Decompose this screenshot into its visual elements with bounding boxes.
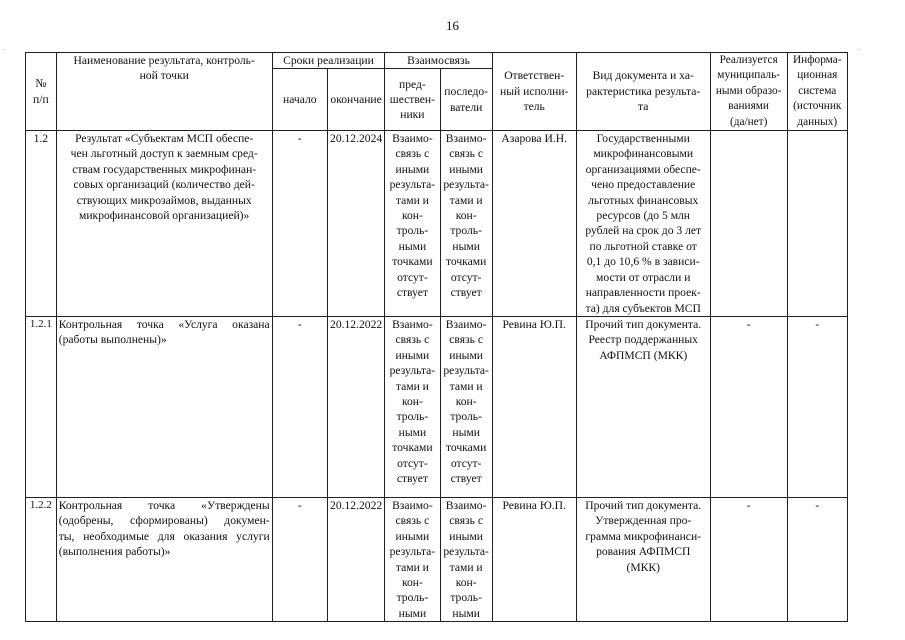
row-document-line: Реестр поддержанных bbox=[588, 333, 698, 347]
header-mun-line: ваниями bbox=[728, 100, 769, 113]
row-document-line: рования АФПМСП bbox=[596, 545, 691, 559]
header-info-line: ционная bbox=[797, 69, 838, 82]
row-name-line: ствам государственных микрофинан- bbox=[72, 162, 257, 176]
row-successors-line: кон- bbox=[455, 209, 477, 223]
row-predecessors-line: результа- bbox=[389, 364, 436, 378]
row-predecessors-line: троль- bbox=[396, 224, 429, 238]
header-resp-line: Ответствен- bbox=[504, 69, 565, 83]
header-resp-line: тель bbox=[523, 100, 545, 114]
row-predecessors-line: троль- bbox=[396, 410, 429, 424]
row-document-line: чено предоставление bbox=[591, 178, 696, 192]
row-num-cell: 1.2 bbox=[26, 131, 57, 317]
header-pred-line: ники bbox=[400, 108, 425, 122]
row-name-line: Контрольная точка «Утверждены bbox=[58, 498, 270, 512]
header-resp bbox=[492, 53, 576, 131]
row-name-cell bbox=[56, 131, 272, 317]
row-start-cell: - bbox=[272, 131, 327, 317]
row-document-line: Прочий тип документа. bbox=[585, 498, 702, 512]
header-pred-line: пред- bbox=[399, 77, 426, 91]
header-resp-line: ный исполни- bbox=[500, 84, 569, 98]
row-predecessors-line: тами и bbox=[395, 560, 429, 574]
header-doc-line: Вид документа и ха- bbox=[592, 69, 694, 83]
row-successors-line: троль- bbox=[450, 410, 482, 424]
row-predecessors-line: иными bbox=[395, 162, 430, 176]
row-end-cell: 20.12.2024 bbox=[327, 131, 384, 317]
row-successors-line: связь с bbox=[449, 514, 483, 528]
row-info-system-cell bbox=[787, 131, 847, 317]
header-doc bbox=[576, 53, 710, 131]
row-name-line: совых организаций (количество дей- bbox=[73, 178, 255, 192]
results-table bbox=[25, 52, 848, 622]
row-predecessors-line: ствует bbox=[396, 286, 428, 300]
row-predecessors-line: ствует bbox=[396, 471, 428, 485]
row-predecessors-line: кон- bbox=[401, 575, 423, 589]
row-successors-line: результа- bbox=[443, 545, 489, 559]
row-successors-line: тами и bbox=[449, 560, 483, 574]
row-predecessors-line: иными bbox=[395, 529, 430, 543]
row-responsible-cell: Ревина Ю.П. bbox=[492, 497, 576, 621]
row-successors-line: отсут- bbox=[450, 270, 482, 284]
header-num-line: № bbox=[35, 77, 47, 91]
header-info-line: (источник bbox=[793, 100, 842, 113]
row-successors-line: иными bbox=[449, 162, 484, 176]
row-predecessors-line: тами и bbox=[395, 193, 429, 207]
row-predecessors-line: связь с bbox=[395, 333, 430, 347]
header-name-line: ной точки bbox=[139, 69, 189, 83]
right-margin-mark: · bbox=[858, 46, 861, 54]
row-successors-line: ными bbox=[452, 239, 480, 253]
row-successors-line: тами и bbox=[449, 193, 483, 207]
row-predecessors-line: связь с bbox=[395, 147, 430, 161]
header-info bbox=[787, 53, 847, 131]
row-predecessors-line: результа- bbox=[389, 545, 436, 559]
row-predecessors-line: кон- bbox=[401, 209, 423, 223]
table-row bbox=[26, 316, 848, 497]
table-row bbox=[26, 131, 848, 317]
row-name-line: Контрольная точка «Услуга оказана bbox=[58, 317, 270, 331]
row-predecessors-line: точками bbox=[392, 441, 433, 455]
row-responsible-cell: Азарова И.Н. bbox=[492, 131, 576, 317]
row-document-line: направленности проек- bbox=[585, 286, 701, 300]
row-successors-line: связь с bbox=[449, 147, 483, 161]
row-successors-line: Взаимо- bbox=[445, 498, 487, 512]
row-predecessors-cell bbox=[385, 316, 440, 497]
header-row-1 bbox=[26, 53, 848, 69]
left-margin-mark: · bbox=[3, 46, 6, 54]
row-predecessors-line: ными bbox=[398, 606, 427, 620]
row-predecessors-line: иными bbox=[395, 348, 430, 362]
row-municipal-cell bbox=[710, 131, 787, 317]
row-start-cell: - bbox=[272, 497, 327, 621]
header-num bbox=[26, 53, 57, 131]
page-number: 16 bbox=[446, 18, 459, 33]
row-document-line: та) для субъектов МСП bbox=[585, 301, 701, 315]
row-predecessors-line: отсут- bbox=[397, 456, 428, 470]
header-succ bbox=[440, 69, 492, 131]
row-document-line: мости от отрасли и bbox=[596, 270, 691, 284]
row-info-system-cell: - bbox=[787, 497, 847, 621]
row-predecessors-line: результа- bbox=[389, 178, 436, 192]
header-info-line: Информа- bbox=[793, 54, 842, 66]
row-predecessors-line: ными bbox=[398, 425, 427, 439]
row-predecessors-cell bbox=[385, 497, 440, 621]
header-mun bbox=[710, 53, 787, 131]
header-pred-line: шествен- bbox=[389, 93, 435, 107]
row-successors-line: тами и bbox=[449, 379, 483, 393]
row-successors-line: точками bbox=[445, 441, 487, 455]
row-start-cell: - bbox=[272, 316, 327, 497]
row-name-line: Результат «Субъектам МСП обеспе- bbox=[75, 132, 254, 146]
row-municipal-cell: - bbox=[710, 316, 787, 497]
header-name-line: Наименование результата, контроль- bbox=[73, 54, 255, 67]
row-name-line: (одобрены, сформированы) докумен- bbox=[58, 514, 270, 528]
row-name-line: микрофинансовой организацией)» bbox=[79, 209, 250, 223]
row-successors-line: связь с bbox=[449, 333, 483, 347]
header-links: Взаимосвязь bbox=[385, 53, 492, 69]
row-successors-line: ными bbox=[452, 425, 480, 439]
row-predecessors-cell bbox=[385, 131, 440, 317]
row-end-cell: 20.12.2022 bbox=[327, 316, 384, 497]
row-successors-line: ными bbox=[452, 606, 480, 620]
row-predecessors-line: кон- bbox=[401, 394, 423, 408]
row-document-line: организациями обеспе- bbox=[585, 162, 701, 176]
row-document-line: (МКК) bbox=[626, 560, 660, 574]
header-name bbox=[56, 53, 272, 131]
row-successors-line: иными bbox=[449, 529, 484, 543]
row-successors-line: иными bbox=[449, 348, 484, 362]
row-document-cell bbox=[576, 497, 710, 621]
row-document-line: Прочий тип документа. bbox=[585, 317, 702, 331]
row-municipal-cell: - bbox=[710, 497, 787, 621]
row-name-line: ствующих микрозаймов, выданных bbox=[76, 193, 252, 207]
row-predecessors-line: точками bbox=[392, 255, 433, 269]
row-successors-line: ствует bbox=[450, 471, 482, 485]
row-document-line: по льготной ставке от bbox=[589, 239, 697, 253]
row-document-cell bbox=[576, 131, 710, 317]
row-predecessors-line: ными bbox=[398, 239, 427, 253]
row-successors-line: троль- bbox=[450, 591, 482, 605]
row-document-line: грамма микрофинанси- bbox=[585, 529, 702, 543]
row-document-line: 0,1 до 10,6 % в зависи- bbox=[586, 255, 700, 269]
row-name-line: ты, необходимые для оказания услуги bbox=[58, 529, 270, 543]
row-successors-line: точками bbox=[445, 255, 487, 269]
row-document-line: Государственными bbox=[596, 132, 690, 146]
row-successors-line: ствует bbox=[450, 286, 482, 300]
header-pred bbox=[385, 69, 440, 131]
row-successors-line: Взаимо- bbox=[445, 317, 487, 331]
header-info-line: система bbox=[798, 84, 837, 97]
row-successors-line: отсут- bbox=[450, 456, 482, 470]
row-successors-cell bbox=[440, 316, 492, 497]
row-num-cell: 1.2.1 bbox=[26, 316, 57, 497]
row-document-cell bbox=[576, 316, 710, 497]
row-name-line: чен льготный доступ к заемным сред- bbox=[70, 147, 258, 161]
table-row bbox=[26, 497, 848, 621]
row-successors-line: результа- bbox=[443, 364, 489, 378]
row-successors-line: троль- bbox=[450, 224, 482, 238]
row-info-system-cell: - bbox=[787, 316, 847, 497]
row-predecessors-line: отсут- bbox=[397, 270, 428, 284]
row-predecessors-line: тами и bbox=[395, 379, 429, 393]
row-predecessors-line: Взаимо- bbox=[392, 498, 433, 512]
row-responsible-cell: Ревина Ю.П. bbox=[492, 316, 576, 497]
header-succ-line: последо- bbox=[444, 85, 489, 99]
header-info-line: данных) bbox=[797, 115, 838, 128]
row-predecessors-line: троль- bbox=[396, 591, 429, 605]
row-name-cell bbox=[56, 316, 272, 497]
row-predecessors-line: Взаимо- bbox=[392, 317, 433, 331]
row-successors-line: Взаимо- bbox=[445, 132, 487, 146]
header-doc-line: рактеристика результа- bbox=[586, 84, 701, 98]
header-mun-line: (да/нет) bbox=[729, 115, 768, 128]
row-successors-line: результа- bbox=[443, 178, 489, 192]
row-document-line: ресурсов (до 5 млн bbox=[596, 209, 691, 223]
row-document-line: рублей на срок до 3 лет bbox=[585, 224, 702, 238]
header-doc-line: та bbox=[638, 100, 649, 114]
row-document-line: АФПМСП (МКК) bbox=[599, 348, 688, 362]
header-mun-line: муниципаль- bbox=[717, 69, 780, 82]
row-successors-cell bbox=[440, 131, 492, 317]
header-terms: Сроки реализации bbox=[272, 53, 385, 69]
row-name-line: (выполнения работы)» bbox=[58, 545, 171, 559]
header-start: начало bbox=[272, 69, 327, 131]
header-mun-line: ными образо- bbox=[715, 84, 782, 97]
row-name-line: (работы выполнены)» bbox=[58, 333, 167, 347]
header-succ-line: ватели bbox=[449, 100, 483, 114]
row-document-line: Утвержденная про- bbox=[595, 514, 692, 528]
row-name-cell bbox=[56, 497, 272, 621]
row-successors-line: кон- bbox=[455, 575, 477, 589]
row-predecessors-line: связь с bbox=[395, 514, 430, 528]
row-end-cell: 20.12.2022 bbox=[327, 497, 384, 621]
row-successors-line: кон- bbox=[455, 394, 477, 408]
header-num-line: п/п bbox=[33, 92, 49, 106]
row-predecessors-line: Взаимо- bbox=[392, 132, 433, 146]
row-document-line: микрофинансовыми bbox=[593, 147, 694, 161]
header-end: окончание bbox=[327, 69, 384, 131]
row-successors-cell bbox=[440, 497, 492, 621]
row-document-line: льготных финансовых bbox=[588, 193, 699, 207]
row-num-cell: 1.2.2 bbox=[26, 497, 57, 621]
header-mun-line: Реализуется bbox=[719, 54, 778, 66]
